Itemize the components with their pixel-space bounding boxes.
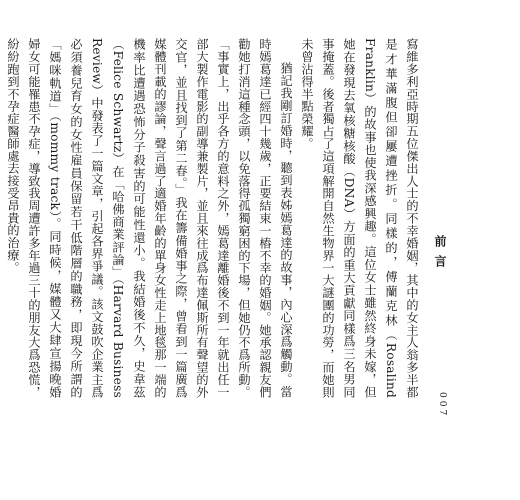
paragraph: 寫維多利亞時期五位傑出人士的不幸婚姻，其中的女主人翁多半都是才華滿腹但卻屢遭挫折。同樣的，傅蘭克林（Rosalind Franklin）的故事也使我深感興趣。這位女士雖然終身未嫁，但她在發現去氧核糖核酸（DNA）方面的重大貢獻同樣爲三名男同事掩蓋。後者獨占了這項解開自然生物界一大謎團的功勞，而她則未曾沾得半點榮耀。 bbox=[300, 38, 419, 398]
page-number: 007 bbox=[437, 392, 447, 419]
body-text bbox=[2, 38, 422, 398]
running-head: 前言 bbox=[433, 235, 447, 275]
paragraph: 猶記我剛訂婚時，聽到表姊嫣葛達的故事，內心深爲觸動。當時嫣葛達已經四十幾歲，正要結束一樁不幸的婚姻。她承認親友們勸她打消這種念頭，以免落得孤獨窮困的下場，但她仍不爲所動。「事實上，出乎各方的意料之外，嫣葛達離婚後不到一年就出任一部大製作電影的副導兼製片，並且來往成爲布達佩斯所有聲望的外交官，並且找到了第二春。」我在籌備婚事之際，曾看到一篇廣爲媒體刊載的謬論，聲言過了適婚年齡的單身女性走上地毯那一端的機率比遭遇恐怖分子殺害的可能性還小。我結婚後不久，史韋茲（Felice Schwartz）在「哈佛商業評論」（Harvard Business Review）中發表了一篇文章，引起各界爭議。該文鼓吹企業主爲必須養兒育女的女性雇員保留若干低階層的職務，即現今所謂的「媽咪軌道」（mommy track）。同時候，媒體又大肆宣揚晚婚婦女可能罹患不孕症，導致我周遭許多年過三十的朋友大爲恐慌，紛紛跑到不孕症醫師處去接受昂貴的治療。 bbox=[6, 38, 293, 398]
